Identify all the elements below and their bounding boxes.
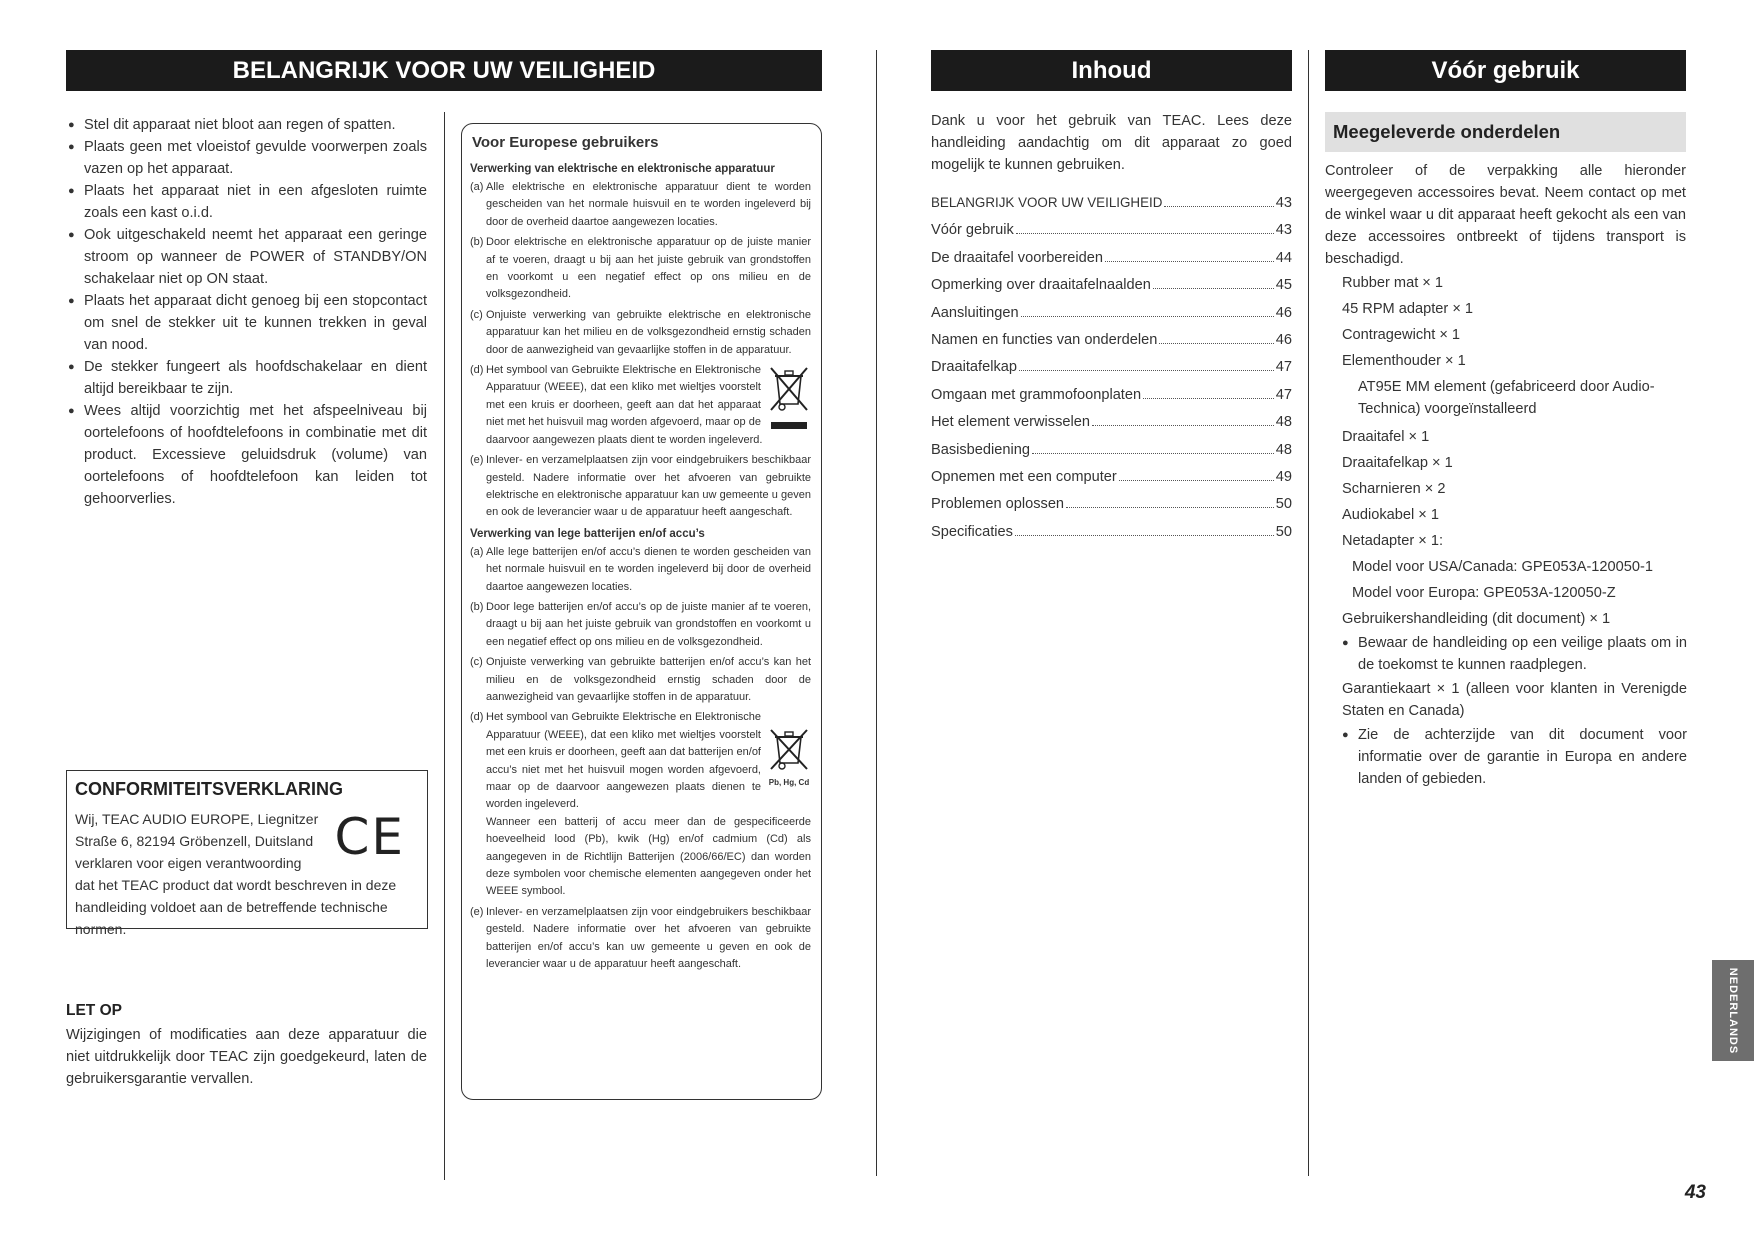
- list-item: Gebruikershandleiding (dit document) × 1: [1342, 611, 1611, 627]
- list-item: (a) Alle elektrische en elektronische apparatuur dient te worden gescheiden van het normale huisvuil en te worden ingeleverd bij door de overheid daartoe aangewezen locaties.: [470, 181, 811, 228]
- european-users-box: [461, 123, 822, 1100]
- contents-header: Inhoud: [931, 50, 1292, 91]
- chemical-symbols-caption: Pb, Hg, Cd: [768, 777, 810, 787]
- toc-entry[interactable]: Omgaan met grammofoonplaten 47: [931, 386, 1292, 403]
- toc-entry[interactable]: Basisbediening 48: [931, 441, 1292, 458]
- safety-bullet-list: [68, 114, 427, 510]
- list-item: (c) Onjuiste verwerking van gebruikte batterijen en/of accu’s kan het milieu en de volksgezondheid ernstig schaden door de aanwezigheid van gevaarlijke stoffen in de apparatuur.: [470, 656, 811, 703]
- let-op-title: LET OP: [66, 1002, 122, 1019]
- list-item: ● De stekker fungeert als hoofdschakelaar en dient altijd bereikbaar te zijn.: [68, 356, 427, 400]
- list-item: Garantiekaart × 1 (alleen voor klanten in Verenigde Staten en Canada): [1342, 681, 1687, 719]
- list-item: Scharnieren × 2: [1342, 481, 1446, 497]
- ce-mark-icon: CE: [334, 808, 405, 866]
- supplied-parts-intro: Controleer of de verpakking alle hieronder weergegeven accessoires bevat. Neem contact op met de winkel waar u dit apparaat heeft gekocht als een van deze accessoires ontbreekt of tijdens transport is beschadigd.: [1325, 163, 1686, 267]
- let-op-text: Wijzigingen of modificaties aan deze apparatuur die niet uitdrukkelijk door TEAC zijn goedgekeurd, laten de gebruikersgarantie vervallen.: [66, 1027, 427, 1087]
- supplied-parts-list: [1342, 270, 1687, 790]
- list-item: (b) Door elektrische en elektronische apparatuur op de juiste manier af te voeren, draagt u bij aan het juiste gebruik van grondstoffen en voorkomt u een negatief effect op ons milieu en de volksgezondheid.: [470, 236, 811, 301]
- list-item: Draaitafelkap × 1: [1342, 455, 1453, 471]
- battery-section-title: Verwerking van lege batterijen en/of accu’s: [470, 527, 705, 540]
- conformity-box: [66, 770, 428, 937]
- list-item: Rubber mat × 1: [1342, 275, 1443, 291]
- conformity-text: Wij, TEAC AUDIO EUROPE, Liegnitzer Straße 6, 82194 Gröbenzell, Duitsland verklaren voor eigen verantwoording dat het TEAC product dat wordt beschreven in deze handleiding voldoet aan de betreffende technische normen.: [75, 811, 397, 937]
- page-number: 43: [1684, 1182, 1706, 1203]
- list-item: ● Stel dit apparaat niet bloot aan regen of spatten.: [68, 114, 427, 136]
- list-item: 45 RPM adapter × 1: [1342, 301, 1474, 317]
- toc-entry[interactable]: Specificaties 50: [931, 523, 1292, 540]
- conformity-title: CONFORMITEITSVERKLARING: [75, 779, 343, 799]
- list-item: Contragewicht × 1: [1342, 327, 1461, 343]
- toc-entry[interactable]: Het element verwisselen 48: [931, 414, 1292, 431]
- list-item: ● Plaats geen met vloeistof gevulde voorwerpen zoals vazen op het apparaat.: [68, 136, 427, 180]
- ewaste-section-title: Verwerking van elektrische en elektronische apparatuur: [470, 163, 775, 175]
- before-use-header: Vóór gebruik: [1325, 50, 1686, 91]
- weee-bin-icon: [767, 364, 811, 429]
- manual-note: ● Bewaar de handleiding op een veilige plaats om in de toekomst te kunnen raadplegen.: [1342, 632, 1687, 676]
- toc-entry[interactable]: Opnemen met een computer 49: [931, 468, 1292, 485]
- list-item: Elementhouder × 1: [1342, 353, 1466, 369]
- model-item: Model voor USA/Canada: GPE053A-120050-1: [1352, 559, 1653, 575]
- toc-entry[interactable]: Namen en functies van onderdelen 46: [931, 331, 1292, 348]
- safety-header: BELANGRIJK VOOR UW VEILIGHEID: [66, 50, 822, 91]
- toc-entry[interactable]: Opmerking over draaitafelnaalden 45: [931, 277, 1292, 294]
- weee-battery-icon: [767, 727, 811, 787]
- list-item: ● Ook uitgeschakeld neemt het apparaat een geringe stroom op wanneer de POWER of STANDBY/ON schakelaar niet op ON staat.: [68, 224, 427, 290]
- toc-entry[interactable]: Problemen oplossen 50: [931, 496, 1292, 513]
- list-item: (d) Het symbool van Gebruikte Elektrische en Elektronische Apparatuur (WEEE), dat een kliko met wieltjes voorstelt met een kruis er doorheen, geeft aan dat het apparaat niet met het huisvuil mag worden afgevoerd, maar op de daarvoor aangewezen plaats dient te worden ingeleverd.: [470, 362, 811, 449]
- list-item: Netadapter × 1:: [1342, 533, 1444, 549]
- table-of-contents: [931, 195, 1292, 551]
- warranty-note: ● Zie de achterzijde van dit document voor informatie over de garantie in Europa en andere landen of gebieden.: [1342, 724, 1687, 790]
- list-item: ● Plaats het apparaat niet in een afgesloten ruimte zoals een kast o.i.d.: [68, 180, 427, 224]
- toc-entry[interactable]: Aansluitingen 46: [931, 304, 1292, 321]
- toc-entry[interactable]: Draaitafelkap 47: [931, 359, 1292, 376]
- list-item: (e) Inlever- en verzamelplaatsen zijn voor eindgebruikers beschikbaar gesteld. Nadere informatie over het afvoeren van gebruikte batterijen en/of accu’s kan uw gemeente u geven en ook de leverancier waar u de apparatuur heeft aangeschaft.: [470, 905, 811, 971]
- contents-intro: Dank u voor het gebruik van TEAC. Lees deze handleiding aandachtig om dit apparaat zo goed mogelijk te kunnen gebruiken.: [931, 113, 1292, 173]
- column-divider: [444, 112, 445, 1180]
- list-item: (c) Onjuiste verwerking van gebruikte elektrische en elektronische apparatuur kan het milieu en de volksgezondheid ernstig schaden door de aanwezigheid van gevaarlijke stoffen in de apparatuur.: [470, 308, 811, 356]
- list-item: (b) Door lege batterijen en/of accu’s op de juiste manier af te voeren, draagt u bij aan het juiste gebruik van grondstoffen en voorkomt u een negatief effect op ons milieu en de volksgezondheid.: [470, 600, 811, 648]
- list-item: (d) Pb, Hg, Cd Het symbool van Gebruikte Elektrische en Elektronische Apparatuur (WEEE), dat een kliko met wieltjes voorstelt met een kruis er doorheen, geeft aan dat batterijen en/of accu’s niet met het huisvuil mogen worden afgevoerd, maar op de daarvoor aangewezen plaats dienen te worden ingeleverd. Wanneer een batterij of accu meer dan de gespecificeerde hoeveelheid lood (Pb), kwik (Hg) en/of cadmium (Cd) als aangegeven in de Richtlijn Batterijen (2006/66/EC) dan worden deze symbolen voor chemische elementen aangegeven onder het WEEE symbool.: [470, 711, 811, 898]
- european-users-title: Voor Europese gebruikers: [472, 134, 659, 151]
- list-item: (e) Inlever- en verzamelplaatsen zijn voor eindgebruikers beschikbaar gesteld. Nadere informatie over het afvoeren van gebruikte elektrische en elektronische apparatuur kan uw gemeente u geven en ook de leverancier waar u de apparatuur heeft aangeschaft.: [470, 454, 811, 519]
- list-item: Audiokabel × 1: [1342, 507, 1439, 523]
- let-op-section: [66, 998, 427, 1090]
- column-divider: [1308, 50, 1309, 1176]
- toc-entry[interactable]: BELANGRIJK VOOR UW VEILIGHEID 43: [931, 195, 1292, 211]
- page-divider: [876, 50, 877, 1176]
- toc-entry[interactable]: De draaitafel voorbereiden 44: [931, 249, 1292, 266]
- supplied-parts-subheader: Meegeleverde onderdelen: [1325, 112, 1686, 152]
- list-item: ● Wees altijd voorzichtig met het afspeelniveau bij oortelefoons of hoofdtelefoons in combinatie met dit product. Excessieve geluidsdruk (volume) van oortelefoons of hoofdtelefoon kan leiden tot gehoorverlies.: [68, 400, 427, 510]
- cartridge-note: AT95E MM element (gefabriceerd door Audio-Technica) voorgeïnstalleerd: [1358, 379, 1655, 417]
- model-item: Model voor Europa: GPE053A-120050-Z: [1352, 585, 1616, 601]
- toc-entry[interactable]: Vóór gebruik 43: [931, 222, 1292, 239]
- list-item: ● Plaats het apparaat dicht genoeg bij een stopcontact om snel de stekker uit te kunnen trekken in geval van nood.: [68, 290, 427, 356]
- list-item: Draaitafel × 1: [1342, 429, 1430, 445]
- list-item: (a) Alle lege batterijen en/of accu’s dienen te worden gescheiden van het normale huisvuil en te worden ingeleverd bij door de overheid daartoe aangewezen locaties.: [470, 545, 811, 593]
- language-tab: NEDERLANDS: [1712, 960, 1754, 1061]
